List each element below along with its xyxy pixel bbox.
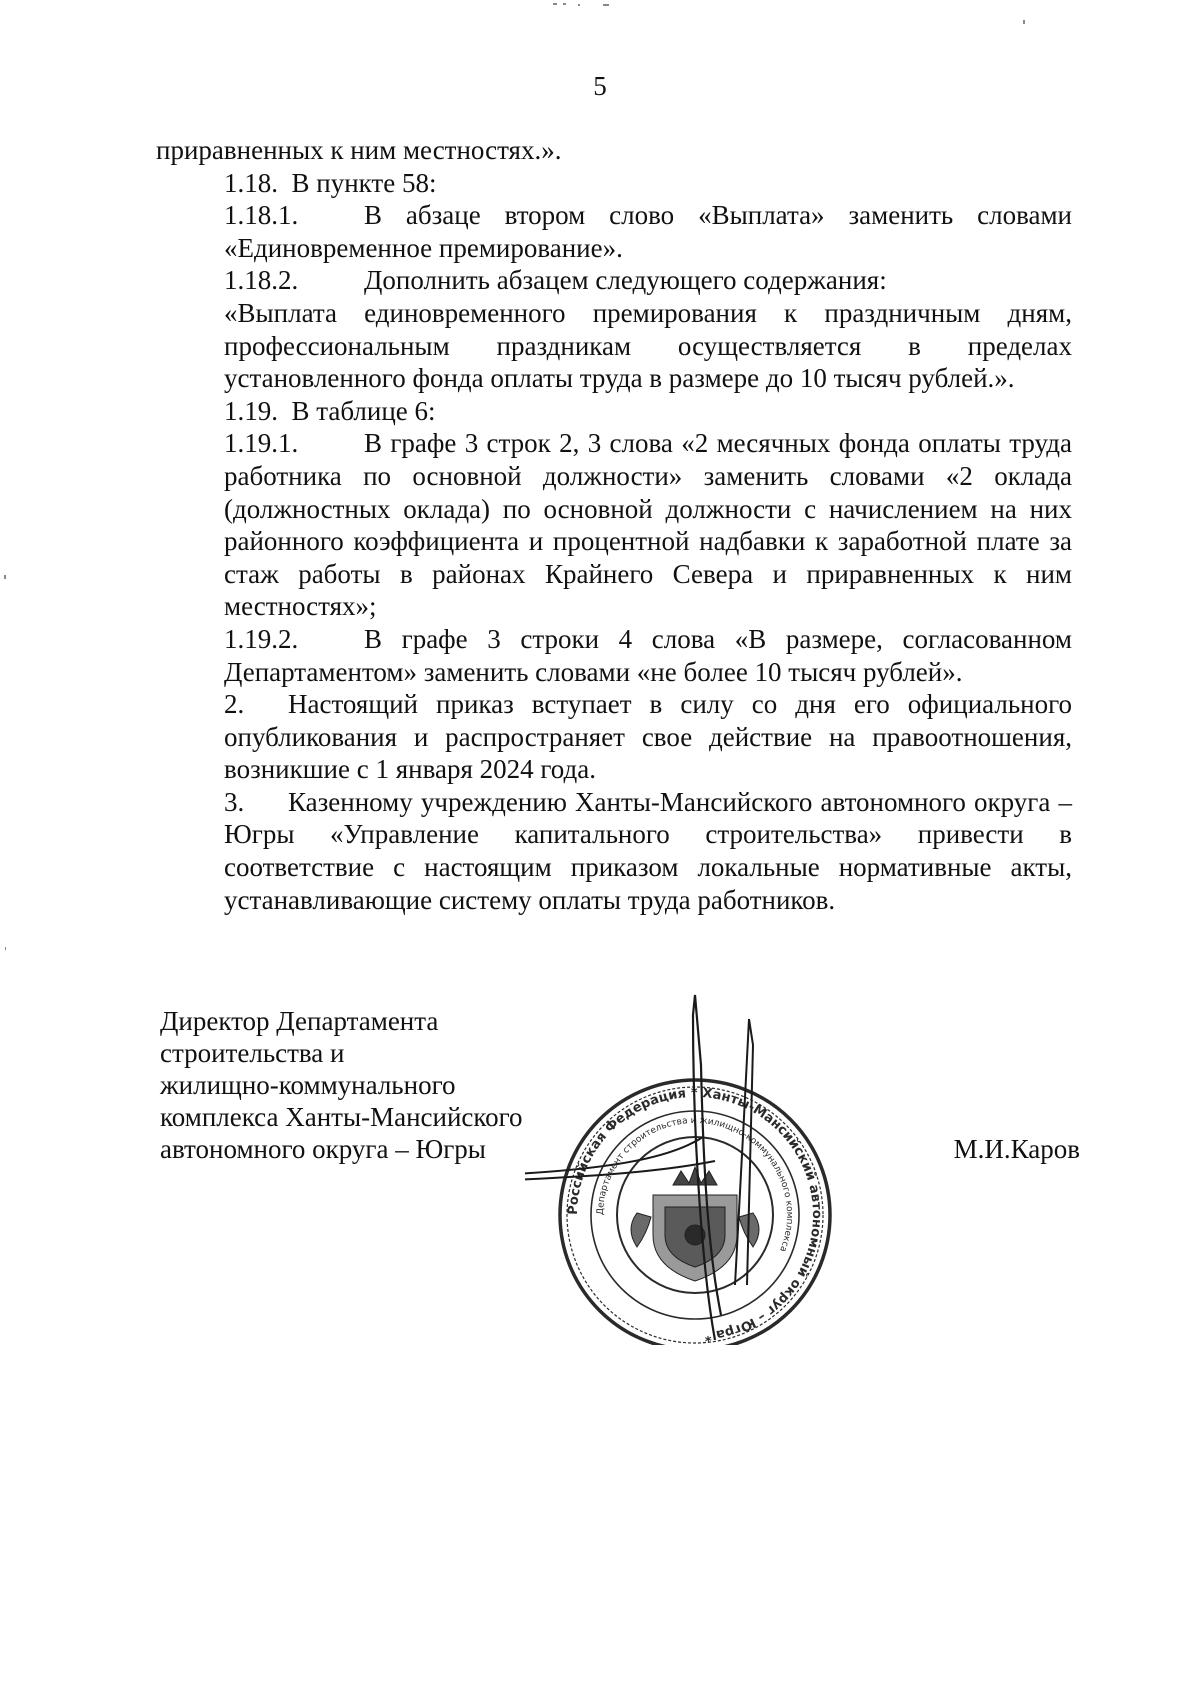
- paragraph-1-18-1: [156, 199, 1072, 264]
- signature-stroke: [735, 1019, 753, 1285]
- clause-text: В графе 3 строки 4 слова «В размере, согласованном Департаментом» заменить словами «не более 10 тысяч рублей».: [224, 623, 1072, 687]
- clause-number: 1.18.1.: [224, 200, 299, 231]
- clause-number: 1.18.2.: [224, 265, 299, 296]
- clause-text: Настоящий приказ вступает в силу со дня его официального опубликования и распространяет свое действие на правоотношения, возникшие с 1 января 2024 года.: [224, 689, 1072, 785]
- seal-inner-text: Департамент строительства и жилищно-коммунального комплекса: [595, 1115, 795, 1254]
- paragraph-continuation: приравненных к ним местностях.».: [156, 135, 562, 165]
- signatory-title-line: комплекса Ханты-Мансийского: [160, 1102, 523, 1132]
- paragraph-1-19-1: [156, 427, 1072, 623]
- paragraph-1-19: [156, 395, 1072, 428]
- clause-text: Дополнить абзацем следующего содержания:: [364, 265, 887, 296]
- signature-stroke: [693, 995, 721, 1340]
- seal-outer-text: Российская Федерация * Ханты-Мансийский автономный округ – Югра *: [565, 1085, 825, 1344]
- clause-number: 1.19.: [224, 395, 278, 426]
- clause-number: 1.19.1.: [224, 428, 299, 459]
- paragraph-2: [156, 688, 1072, 786]
- signatory-title-line: жилищно-коммунального: [160, 1070, 456, 1100]
- signatory-name: М.И.Каров: [953, 1134, 1080, 1164]
- paragraph-quote: [156, 297, 1072, 395]
- paragraph-1-18: [156, 167, 1072, 200]
- signatory-title-line: строительства и: [160, 1038, 345, 1068]
- clause-number: 1.19.2.: [224, 623, 299, 654]
- clause-text: В графе 3 строк 2, 3 слова «2 месячных фонда оплаты труда работника по основной должности» заменить словами «2 оклада (должностных оклада) по основной должности с начислением на них районного коэффициента и процентной надбавки к заработной плате за стаж работы в районах Крайнего Севера и приравненных к ним местностях»;: [224, 428, 1072, 622]
- signatory-title: [160, 1005, 580, 1165]
- clause-number: 3.: [224, 786, 245, 817]
- document-body: [156, 134, 1072, 916]
- clause-text: В абзаце втором слово «Выплата» заменить словами «Единовременное премирование».: [224, 200, 1072, 263]
- page-number: 5: [593, 71, 607, 101]
- paragraph-1-19-2: [156, 623, 1072, 688]
- clause-text: «Выплата единовременного премирования к праздничным дням, профессиональным праздникам осуществляется в пределах установленного фонда оплаты труда в размере до 10 тысяч рублей.».: [224, 297, 1072, 394]
- paragraph-1-18-2: [156, 264, 1072, 297]
- clause-number: 1.18.: [224, 167, 278, 198]
- clause-text: В пункте 58:: [291, 167, 437, 198]
- signatory-title-line: Директор Департамента: [160, 1006, 439, 1036]
- clause-number: 2.: [224, 689, 245, 720]
- official-seal: [525, 985, 865, 1345]
- signatory-title-line: автономного округа – Югры: [160, 1134, 486, 1164]
- paragraph-3: [156, 786, 1072, 916]
- clause-text: В таблице 6:: [291, 395, 436, 426]
- clause-text: Казенному учреждению Ханты-Мансийского автономного округа – Югры «Управление капитального строительства» привести в соответствие с настоящим приказом локальные нормативные акты, устанавливающие систему оплаты труда работников.: [224, 786, 1072, 915]
